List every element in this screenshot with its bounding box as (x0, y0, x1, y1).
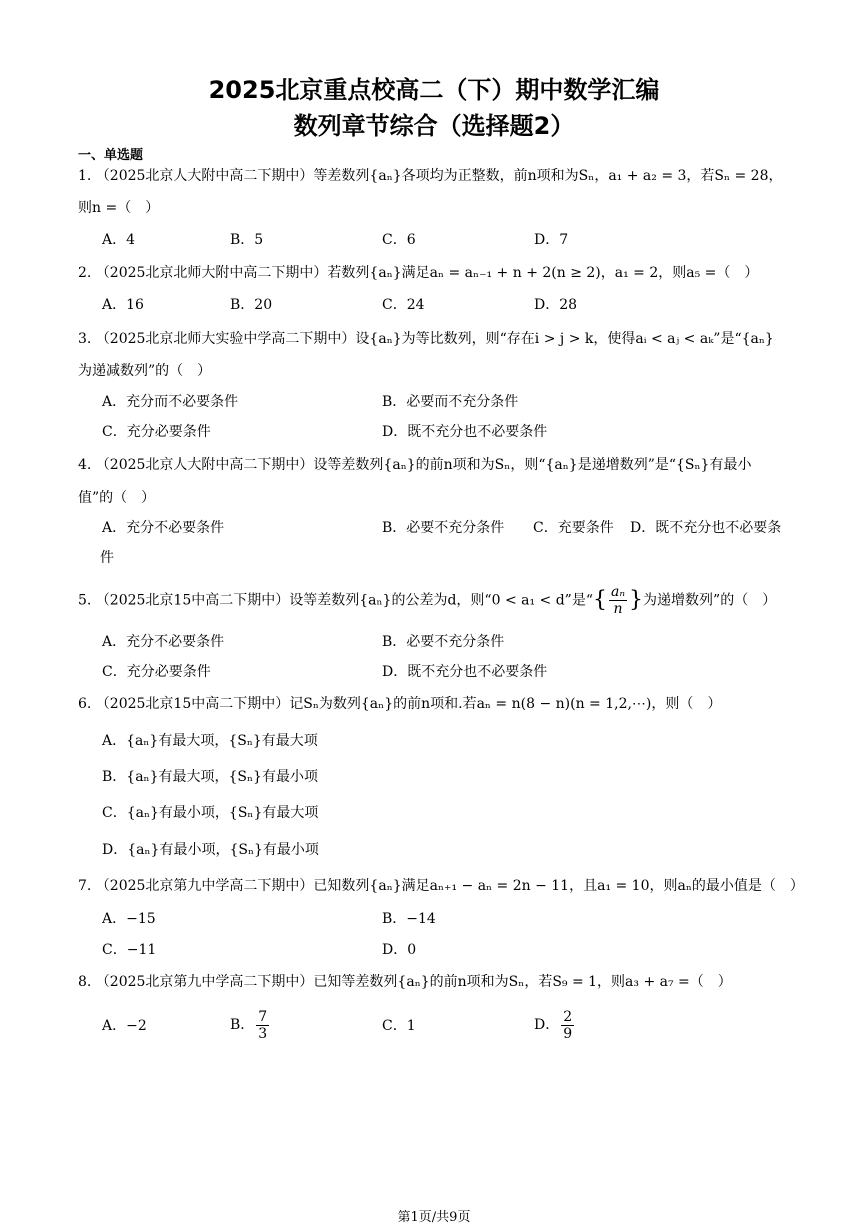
option-d-label: D． (534, 1017, 560, 1033)
question-6-option-a: A．{aₙ}有最大项，{Sₙ}有最大项 (102, 733, 318, 749)
question-6-option-b: B．{aₙ}有最大项，{Sₙ}有最小项 (102, 769, 318, 785)
question-4-option-a: A．充分不必要条件 (102, 520, 225, 536)
question-5-option-a: A．充分不必要条件 (102, 634, 225, 650)
fraction-denominator: 3 (258, 1025, 268, 1042)
question-8-option-a: A．−2 (102, 1018, 147, 1034)
page-title: 2025北京重点校高二（下）期中数学汇编 (208, 76, 660, 104)
question-1-option-d: D．7 (534, 232, 569, 248)
question-8-option-d (534, 1006, 576, 1044)
question-7-option-d: D．0 (382, 942, 417, 958)
question-4-option-b: B．必要不充分条件 (382, 520, 505, 536)
fraction-numerator: aₙ (611, 584, 626, 600)
question-7-option-a: A．−15 (102, 911, 156, 927)
question-1-option-b: B．5 (230, 232, 264, 248)
fraction-numerator: 2 (563, 1008, 573, 1025)
question-2-option-b: B．20 (230, 297, 273, 313)
question-3-stem: 3. （2025北京北师大实验中学高二下期中）设{aₙ}为等比数列，则“存在i > j > k，使得aᵢ < aⱼ < aₖ”是“{aₙ} (78, 331, 774, 347)
question-4-option-d: D．既不充分也不必要条 (630, 520, 782, 536)
question-4-option-d-wrap: 件 (100, 550, 114, 566)
question-1-stem-cont: 则n =（ ） (78, 200, 160, 216)
question-7-option-b: B．−14 (382, 911, 436, 927)
question-5-option-d: D．既不充分也不必要条件 (382, 664, 548, 680)
section-heading: 一、单选题 (78, 148, 144, 163)
question-6-stem: 6. （2025北京15中高二下期中）记Sₙ为数列{aₙ}的前n项和.若aₙ = n(8 − n)(n = 1,2,⋯)，则（ ） (78, 696, 722, 712)
question-1-stem: 1. （2025北京人大附中高二下期中）等差数列{aₙ}各项均为正整数，前n项和为Sₙ，a₁ + a₂ = 3，若Sₙ = 28， (78, 168, 783, 184)
page-subtitle: 数列章节综合（选择题2） (293, 112, 575, 140)
question-7-stem: 7. （2025北京第九中学高二下期中）已知数列{aₙ}满足aₙ₊₁ − aₙ = 2n − 11，且a₁ = 10，则aₙ的最小值是（ ） (78, 878, 804, 894)
option-d-fraction (561, 1009, 574, 1042)
fraction-denominator: n (613, 601, 623, 617)
question-2-stem: 2. （2025北京北师大附中高二下期中）若数列{aₙ}满足aₙ = aₙ₋₁ + n + 2(n ≥ 2)，a₁ = 2，则a₅ =（ ） (78, 265, 759, 281)
question-2-option-d: D．28 (534, 297, 578, 313)
fraction-denominator: 9 (563, 1025, 573, 1042)
question-5-option-c: C．充分必要条件 (102, 664, 211, 680)
option-b-fraction (256, 1009, 269, 1042)
question-4-stem-cont: 值”的（ ） (78, 490, 156, 506)
page-number: 第1页/共9页 (397, 1210, 471, 1225)
question-1-option-a: A．4 (102, 232, 136, 248)
question-6-option-c: C．{aₙ}有最小项，{Sₙ}有最大项 (102, 805, 319, 821)
question-4-option-c: C．充要条件 (533, 520, 614, 536)
fraction-numerator: 7 (258, 1008, 268, 1025)
question-8-option-b (230, 1006, 271, 1044)
question-5-stem-part1: 5. （2025北京15中高二下期中）设等差数列{aₙ}的公差为d，则“0 < a₁ < d”是“ (78, 592, 593, 609)
question-3-option-a: A．充分而不必要条件 (102, 394, 239, 410)
question-2-option-a: A．16 (102, 297, 144, 313)
question-7-option-c: C．−11 (102, 942, 157, 958)
question-1-option-c: C．6 (382, 232, 416, 248)
question-5-fraction (609, 584, 627, 617)
question-3-stem-cont: 为递减数列”的（ ） (78, 363, 212, 379)
question-5-option-b: B．必要不充分条件 (382, 634, 505, 650)
question-8-option-c: C．1 (382, 1018, 416, 1034)
question-5-stem: 5. （2025北京15中高二下期中）设等差数列{aₙ}的公差为d，则“0 < a₁ < d”是“{ $\frac{\text{aₙ}}{n}$ }为递增数列”的（ ） (78, 584, 777, 617)
question-8-stem: 8. （2025北京第九中学高二下期中）已知等差数列{aₙ}的前n项和为Sₙ，若S₉ = 1，则a₃ + a₇ =（ ） (78, 974, 732, 990)
question-6-option-d: D．{aₙ}有最小项，{Sₙ}有最小项 (102, 842, 319, 858)
question-3-option-c: C．充分必要条件 (102, 424, 211, 440)
question-5-stem-part2: 为递增数列”的（ ） (643, 592, 777, 609)
question-3-option-b: B．必要而不充分条件 (382, 394, 519, 410)
question-3-option-d: D．既不充分也不必要条件 (382, 424, 548, 440)
question-4-stem: 4. （2025北京人大附中高二下期中）设等差数列{aₙ}的前n项和为Sₙ，则“{aₙ}是递增数列”是“{Sₙ}有最小 (78, 457, 752, 473)
option-b-label: B． (230, 1017, 255, 1033)
question-2-option-c: C．24 (382, 297, 425, 313)
